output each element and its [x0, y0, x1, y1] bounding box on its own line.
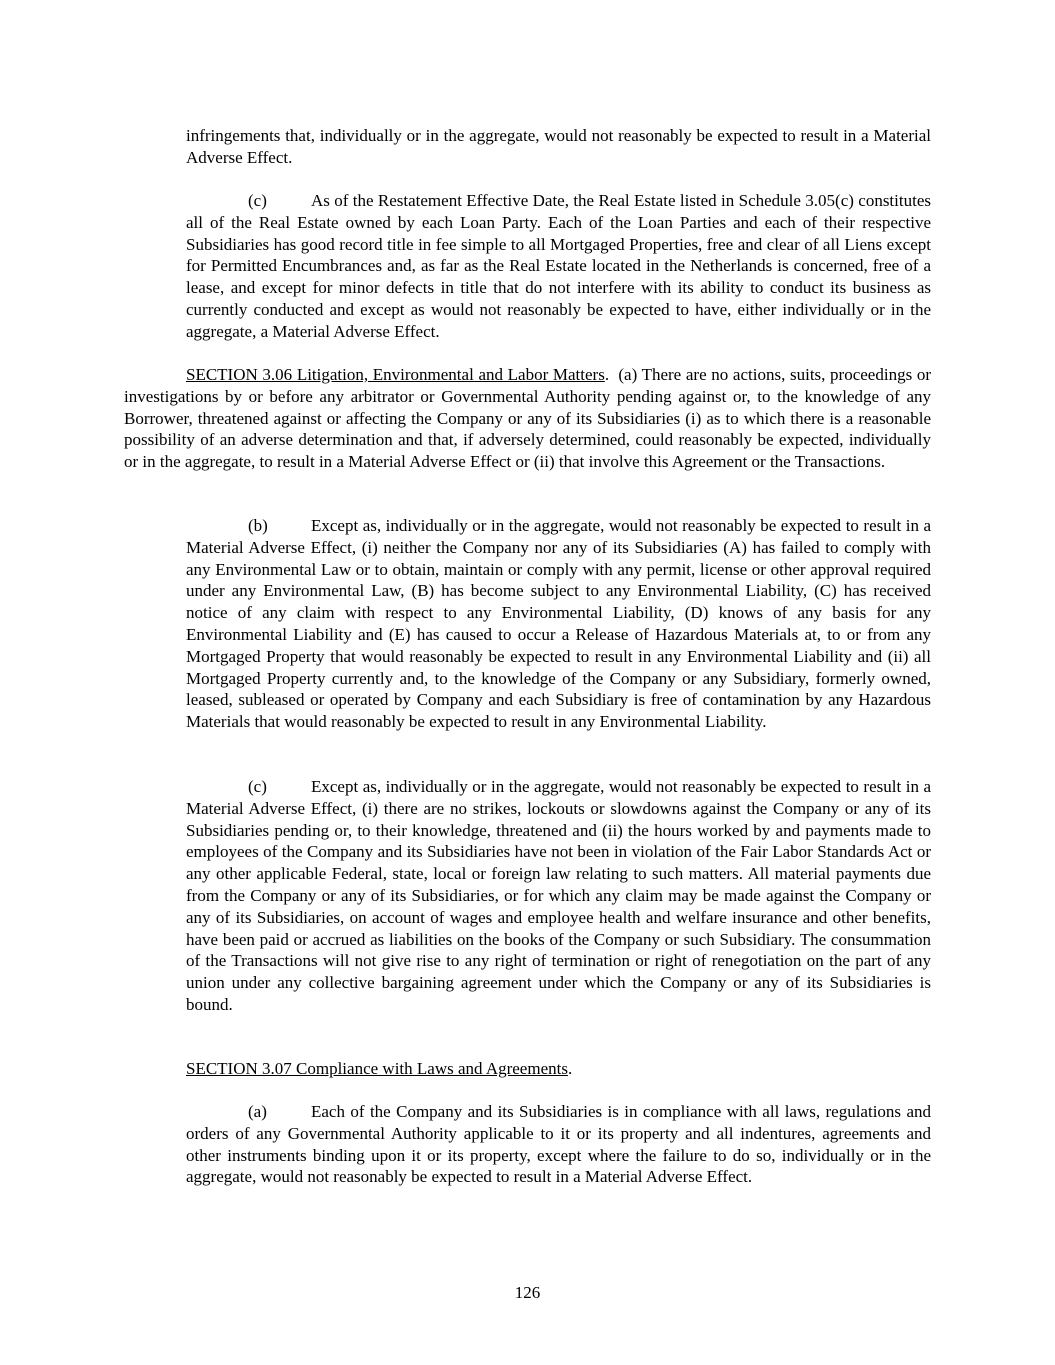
paragraph-marker: (c) — [248, 191, 267, 210]
paragraph-marker: (b) — [248, 516, 268, 535]
section-3-06 — [124, 364, 936, 473]
paragraph-marker: (c) — [248, 777, 267, 796]
paragraph-3-06-c — [186, 776, 931, 1016]
paragraph-3-07-a — [186, 1101, 931, 1188]
paragraph-3-05-c — [186, 190, 931, 343]
section-heading: SECTION 3.07 Compliance with Laws and Agreements — [186, 1059, 568, 1078]
paragraph-marker: (a) — [248, 1102, 267, 1121]
section-heading-period: . — [604, 365, 610, 384]
section-heading: SECTION 3.06 Litigation, Environmental and Labor Matters — [186, 365, 605, 384]
paragraph-text: infringements that, individually or in the aggregate, would not reasonably be expected to result in a Material Adverse Effect. — [186, 126, 931, 167]
page-number: 126 — [514, 1283, 541, 1302]
paragraph-text: Except as, individually or in the aggregate, would not reasonably be expected to result in a Material Adverse Effect, (i) neither the Company nor any of its Subsidiaries (A) has failed to comply with any Environmental Law or to obtain, maintain or comply with any permit, license or other approval required under any Environmental Law, (B) has become subject to any Environmental Liability, (C) has received notice of any claim with respect to any Environmental Liability, (D) knows of any basis for any Environmental Liability and (E) has caused to occur a Release of Hazardous Materials at, to or from any Mortgaged Property that would reasonably be expected to result in any Environmental Liability and (ii) all Mortgaged Property currently and, to the knowledge of the Company or any Subsidiary, formerly owned, leased, subleased or operated by Company and each Subsidiary is free of contamination by any Hazardous Materials that would reasonably be expected to result in any Environmental Liability. — [186, 516, 931, 732]
paragraph-text: Each of the Company and its Subsidiaries is in compliance with all laws, regulations and orders of any Governmental Authority applicable to it or its property and all indentures, agreements and other instruments binding upon it or its property, except where the failure to do so, individually or in the aggregate, would not reasonably be expected to result in a Material Adverse Effect. — [186, 1102, 931, 1187]
paragraph-text: Except as, individually or in the aggregate, would not reasonably be expected to result in a Material Adverse Effect, (i) there are no strikes, lockouts or slowdowns against the Company or any of its Subsidiaries pending or, to their knowledge, threatened and (ii) the hours worked by and payments made to employees of the Company and its Subsidiaries have not been in violation of the Fair Labor Standards Act or any other applicable Federal, state, local or foreign law relating to such matters. All material payments due from the Company or any of its Subsidiaries, or for which any claim may be made against the Company or any of its Subsidiaries, on account of wages and employee health and welfare insurance and other benefits, have been paid or accrued as liabilities on the books of the Company or such Subsidiary. The consummation of the Transactions will not give rise to any right of termination or right of renegotiation on the part of any union under any collective bargaining agreement under which the Company or any of its Subsidiaries is bound. — [186, 777, 931, 1014]
paragraph-text: As of the Restatement Effective Date, the Real Estate listed in Schedule 3.05(c) constitutes all of the Real Estate owned by each Loan Party. Each of the Loan Parties and each of their respective Subsidiaries has good record title in fee simple to all Mortgaged Properties, free and clear of all Liens except for Permitted Encumbrances and, as far as the Real Estate located in the Netherlands is concerned, free of a lease, and except for minor defects in title that do not interfere with its ability to conduct its business as currently conducted and except as would not reasonably be expected to have, either individually or in the aggregate, a Material Adverse Effect. — [186, 191, 931, 341]
section-heading-period: . — [567, 1059, 573, 1078]
paragraph-3-06-b — [186, 515, 931, 733]
section-3-07 — [186, 1058, 931, 1080]
continuation-paragraph — [186, 125, 931, 169]
paragraph-text: (a) There are no actions, suits, proceedings or investigations by or before any arbitrator or Governmental Authority pending against or, to the knowledge of any Borrower, threatened against or affecting the Company or any of its Subsidiaries (i) as to which there is a reasonable possibility of an adverse determination and that, if adversely determined, could reasonably be expected, individually or in the aggregate, to result in a Material Adverse Effect or (ii) that involve this Agreement or the Transactions. — [124, 365, 936, 472]
